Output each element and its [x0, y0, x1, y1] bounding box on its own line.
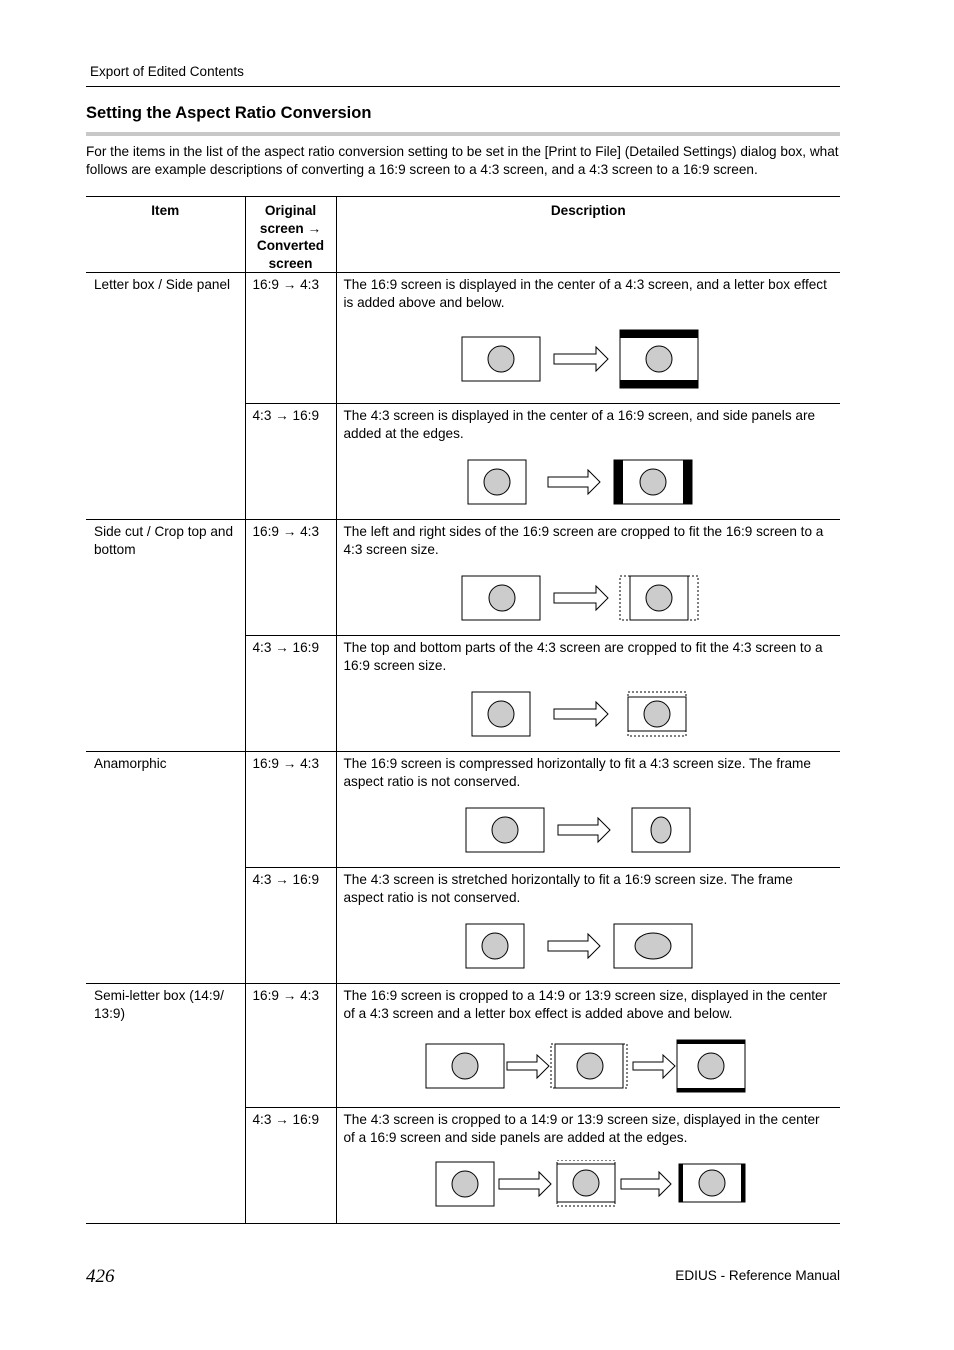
section-title: Setting the Aspect Ratio Conversion [86, 104, 372, 122]
subject-circle [488, 346, 514, 372]
running-header: Export of Edited Contents [90, 64, 244, 79]
description-cell [336, 752, 840, 868]
header-ratio-line: Original [264, 203, 317, 218]
item-cell: Semi-letter box (14:9/ 13:9) [86, 984, 245, 1224]
manual-title: EDIUS - Reference Manual [675, 1268, 840, 1283]
description-cell [336, 520, 840, 636]
subject-circle [573, 1170, 599, 1196]
arrow-icon [621, 1172, 671, 1196]
subject-circle [482, 933, 508, 959]
item-cell: Anamorphic [86, 752, 245, 984]
table-row [86, 520, 840, 636]
header-rule [86, 86, 840, 87]
table-row [86, 273, 840, 404]
subject-circle [577, 1053, 603, 1079]
semisidepanel-4-3-to-16-9-diagram [423, 1160, 753, 1208]
table-row [86, 752, 840, 868]
crop-4-3-to-16-9-diagram [448, 690, 728, 740]
item-cell: Side cut / Crop top and bottom [86, 520, 245, 752]
header-ratio-line: screen → [259, 220, 322, 236]
letterbox-bar [677, 1040, 745, 1044]
subject-circle [646, 346, 672, 372]
intro-paragraph: For the items in the list of the aspect ratio conversion setting to be set in the [Print to File] (Detailed Settings) dialog box, what follows are example descriptions of converting a 16:9 screen to a 4:3 screen, and a 4:3 screen to a 16:9 screen. [86, 144, 839, 177]
ratio-cell: 16:9 → 4:3 [245, 273, 336, 404]
subject-circle [644, 701, 670, 727]
letterbox-bar [620, 330, 698, 338]
arrow-icon [548, 470, 600, 494]
subject-ellipse [635, 933, 671, 959]
side-panel [741, 1164, 745, 1202]
arrow-icon [507, 1055, 549, 1078]
description-text: The 16:9 screen is displayed in the center of a 4:3 screen, and a letter box effect is added above and below. [343, 277, 827, 310]
subject-ellipse [651, 817, 671, 843]
ratio-cell: 16:9 → 4:3 [245, 984, 336, 1108]
arrow-icon [554, 702, 608, 726]
header-ratio [245, 197, 336, 273]
ratio-cell: 4:3 → 16:9 [245, 636, 336, 752]
page-number: 426 [86, 1266, 115, 1287]
description-text: The 16:9 screen is compressed horizontally to fit a 4:3 screen size. The frame aspect ratio is not conserved. [343, 756, 811, 789]
ratio-cell: 16:9 → 4:3 [245, 752, 336, 868]
ratio-cell: 16:9 → 4:3 [245, 520, 336, 636]
title-rule [86, 132, 840, 136]
header-ratio-line: screen [268, 255, 313, 271]
subject-circle [489, 585, 515, 611]
header-description: Description [336, 197, 840, 273]
letterbox-bar [677, 1088, 745, 1092]
subject-circle [698, 1053, 724, 1079]
arrow-icon [499, 1172, 551, 1196]
arrow-icon [548, 934, 600, 958]
aspect-ratio-table [86, 196, 840, 1224]
table-row [86, 984, 840, 1108]
subject-circle [646, 585, 672, 611]
anamorphic-16-9-to-4-3-diagram [448, 806, 728, 856]
semiletterbox-16-9-to-4-3-diagram [423, 1038, 753, 1096]
letterbox-bar [620, 380, 698, 388]
item-cell: Letter box / Side panel [86, 273, 245, 520]
arrow-icon [558, 818, 610, 842]
description-cell [336, 273, 840, 404]
letterbox-16-9-to-4-3-diagram [448, 327, 728, 391]
subject-circle [484, 469, 510, 495]
ratio-cell: 4:3 → 16:9 [245, 404, 336, 520]
header-ratio-line: Converted [256, 238, 325, 253]
description-cell [336, 404, 840, 520]
side-panel [683, 460, 692, 504]
table-header-row [86, 197, 840, 273]
header-item: Item [86, 197, 245, 273]
anamorphic-4-3-to-16-9-diagram [448, 922, 728, 972]
side-panel [614, 460, 623, 504]
subject-circle [452, 1171, 478, 1197]
description-text: The 16:9 screen is cropped to a 14:9 or 13:9 screen size, displayed in the center of a 4:3 screen and a letter box effect is added above and below. [343, 988, 828, 1021]
description-text: The 4:3 screen is displayed in the center of a 16:9 screen, and side panels are added at the edges. [343, 408, 816, 441]
arrow-icon [554, 586, 608, 610]
side-panel [679, 1164, 683, 1202]
description-text: The 4:3 screen is stretched horizontally to fit a 16:9 screen size. The frame aspect ratio is not conserved. [343, 872, 793, 905]
subject-circle [488, 701, 514, 727]
ratio-cell: 4:3 → 16:9 [245, 1108, 336, 1224]
sidecut-16-9-to-4-3-diagram [448, 574, 728, 624]
arrow-icon [633, 1055, 675, 1078]
arrow-icon [554, 347, 608, 371]
subject-circle [492, 817, 518, 843]
subject-circle [699, 1170, 725, 1196]
description-text: The 4:3 screen is cropped to a 14:9 or 13:9 screen size, displayed in the center of a 16:9 screen and side panels are added at the edges. [343, 1112, 820, 1145]
ratio-cell: 4:3 → 16:9 [245, 868, 336, 984]
description-text: The top and bottom parts of the 4:3 screen are cropped to fit the 4:3 screen to a 16:9 screen size. [343, 640, 823, 673]
sidepanel-4-3-to-16-9-diagram [448, 458, 728, 508]
description-cell [336, 636, 840, 752]
description-cell [336, 1108, 840, 1224]
description-text: The left and right sides of the 16:9 screen are cropped to fit the 16:9 screen to a 4:3 screen size. [343, 524, 824, 557]
description-cell [336, 984, 840, 1108]
subject-circle [640, 469, 666, 495]
subject-circle [452, 1053, 478, 1079]
description-cell [336, 868, 840, 984]
